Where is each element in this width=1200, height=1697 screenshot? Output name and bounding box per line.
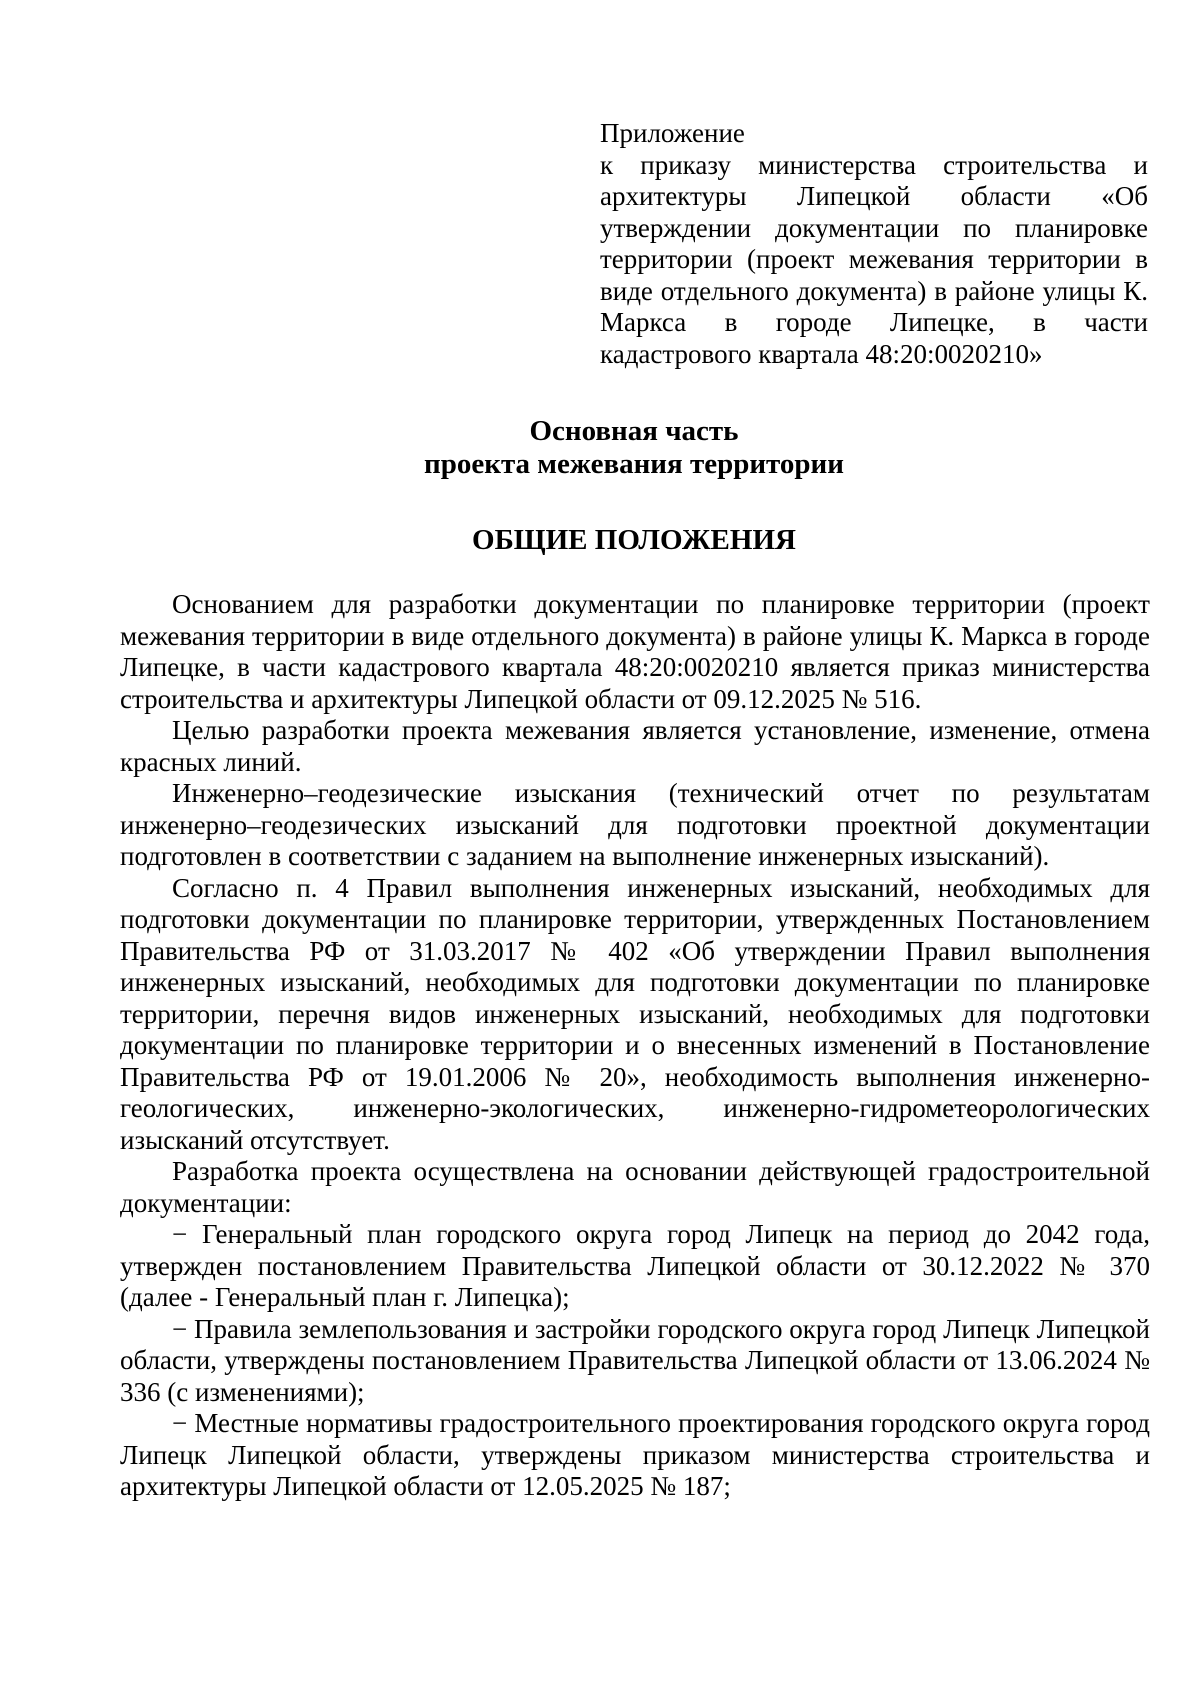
list-item-land-use-rules: − Правила землепользования и застройки городского округа город Липецк Липецкой области, утверждены постановлением Правительства Липецкой области от 13.06.2024 № 336 (с изменениями); — [120, 1313, 1150, 1407]
list-item-local-standards: − Местные нормативы градостроительного проектирования городского округа город Липецк Липецкой области, утверждены приказом министерства строительства и архитектуры Липецкой области от 12.05.2025 № 187; — [120, 1408, 1150, 1501]
section-heading: ОБЩИЕ ПОЛОЖЕНИЯ — [472, 524, 796, 556]
paragraph-development: Разработка проекта осуществлена на основании действующей градостроительной документации: — [120, 1156, 1150, 1218]
paragraph-purpose: Целью разработки проекта межевания является установление, изменение, отмена красных линий. — [120, 715, 1150, 777]
appendix-title: Приложение — [600, 118, 745, 148]
paragraph-surveys: Инженерно–геодезические изыскания (технический отчет по результатам инженерно–геодезических изысканий для подготовки проектной документации подготовлен в соответствии с заданием на выполнение инженерных изысканий). — [120, 778, 1150, 871]
paragraph-basis: Основанием для разработки документации по планировке территории (проект межевания территории в виде отдельного документа) в районе улицы К. Маркса в городе Липецке, в части кадастрового квартала 48:20:0020210 является приказ министерства строительства и архитектуры Липецкой области от 09.12.2025 № 516. — [120, 589, 1150, 714]
title-line-2: проекта межевания территории — [424, 448, 844, 480]
appendix-text: к приказу министерства строительства и архитектуры Липецкой области «Об утверждении документации по планировке территории (проект межевания территории в виде отдельного документа) в районе улицы К. Маркса в городе Липецке, в части кадастрового квартала 48:20:0020210» — [600, 149, 1148, 369]
paragraph-rules: Согласно п. 4 Правил выполнения инженерных изысканий, необходимых для подготовки документации по планировке территории, утвержденных Постановлением Правительства РФ от 31.03.2017 № 402 «Об утверждении Правил выполнения инженерных изысканий, необходимых для подготовки документации по планировке территории, перечня видов инженерных изысканий, необходимых для подготовки документации по планировке территории и о внесенных изменений в Постановление Правительства РФ от 19.01.2006 № 20», необходимость выполнения инженерно-геологических, инженерно-экологических, инженерно-гидрометеорологических изысканий отсутствует. — [120, 872, 1150, 1155]
list-item-general-plan: − Генеральный план городского округа город Липецк на период до 2042 года, утвержден постановлением Правительства Липецкой области от 30.12.2022 № 370 (далее - Генеральный план г. Липецка); — [120, 1219, 1150, 1312]
title-line-1: Основная часть — [529, 415, 739, 447]
document-body — [120, 589, 1150, 1503]
appendix-note — [600, 118, 1148, 370]
document-title — [120, 415, 1148, 481]
